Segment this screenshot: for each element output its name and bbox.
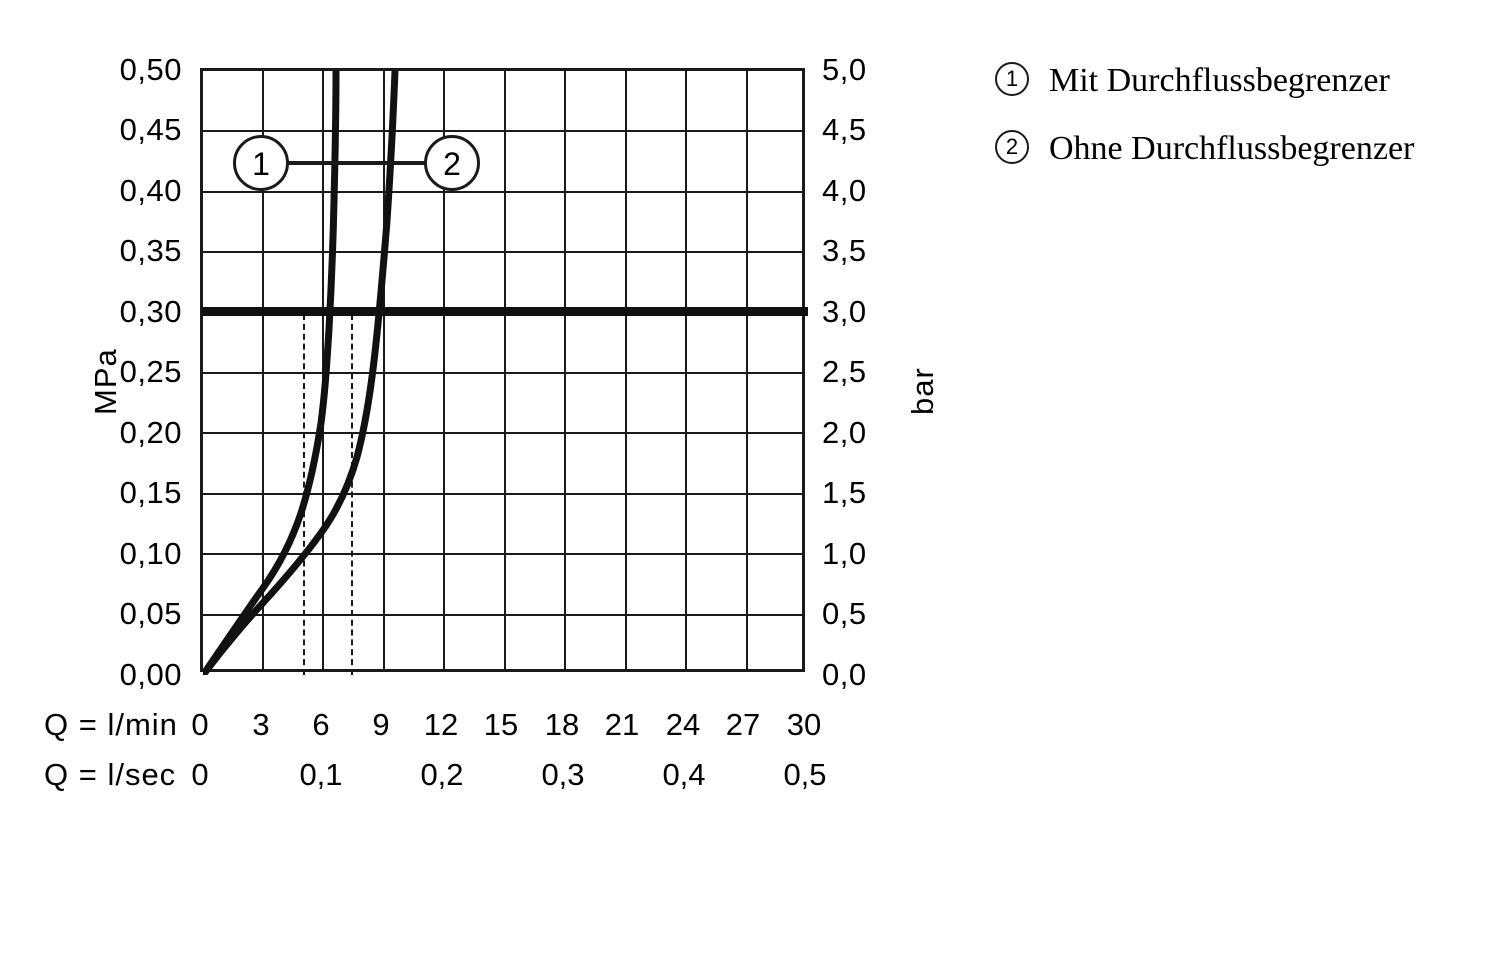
y-tick-left-7: 0,15 [119,475,182,510]
legend-item-1 [995,58,1465,104]
y-tick-left-5: 0,25 [119,354,182,389]
x-tick-lmin-8: 24 [665,707,701,742]
x-tick-lmin-6: 18 [544,707,580,742]
legend-label-1: Mit Durchflussbegrenzer [1049,62,1390,99]
y-tick-right-4: 3,0 [822,294,867,329]
y-tick-left-9: 0,05 [119,596,182,631]
legend-marker-2: 2 [995,130,1029,164]
x-tick-lsec-1: 0,1 [299,757,343,792]
x-tick-lmin-9: 27 [725,707,761,742]
y-tick-left-4: 0,30 [119,294,182,329]
x-tick-lsec-4: 0,4 [662,757,706,792]
legend-item-2 [995,126,1465,172]
y-tick-right-5: 2,5 [822,354,867,389]
x-tick-lsec-0: 0 [191,757,209,792]
x-tick-lmin-1: 3 [252,707,270,742]
y-axis-title-right: bar [905,367,940,415]
plot-area [200,68,805,672]
y-tick-right-1: 4,5 [822,112,867,147]
x-tick-lmin-7: 21 [604,707,640,742]
y-tick-right-6: 2,0 [822,415,867,450]
y-axis-title-left: MPa [88,348,123,415]
y-tick-right-9: 0,5 [822,596,867,631]
y-tick-left-6: 0,20 [119,415,182,450]
x-axis-title-lmin: Q = l/min [44,707,178,742]
y-tick-right-2: 4,0 [822,173,867,208]
callout-leader-2 [358,161,430,165]
y-tick-right-0: 5,0 [822,52,867,87]
legend-marker-1: 1 [995,62,1029,96]
y-tick-left-10: 0,00 [119,657,182,692]
y-tick-right-10: 0,0 [822,657,867,692]
x-tick-lmin-0: 0 [191,707,209,742]
y-tick-right-8: 1,0 [822,536,867,571]
y-tick-left-3: 0,35 [119,233,182,268]
y-tick-left-1: 0,45 [119,112,182,147]
legend-label-2: Ohne Durchflussbegrenzer [1049,129,1415,167]
callout-marker-1[interactable]: 1 [233,135,289,191]
x-tick-lmin-3: 9 [372,707,390,742]
callout-leader-1 [283,161,358,165]
callout-marker-2[interactable]: 2 [424,135,480,191]
y-tick-right-3: 3,5 [822,233,867,268]
x-tick-lmin-2: 6 [312,707,330,742]
x-tick-lmin-4: 12 [423,707,459,742]
x-tick-lmin-10: 30 [786,707,822,742]
y-tick-right-7: 1,5 [822,475,867,510]
y-tick-left-8: 0,10 [119,536,182,571]
x-tick-lsec-5: 0,5 [783,757,827,792]
x-axis-title-lsec: Q = l/sec [44,757,177,792]
x-tick-lmin-5: 15 [483,707,519,742]
x-tick-lsec-3: 0,3 [541,757,585,792]
legend [995,58,1465,194]
y-tick-left-2: 0,40 [119,173,182,208]
x-tick-lsec-2: 0,2 [420,757,464,792]
y-tick-left-0: 0,50 [119,52,182,87]
